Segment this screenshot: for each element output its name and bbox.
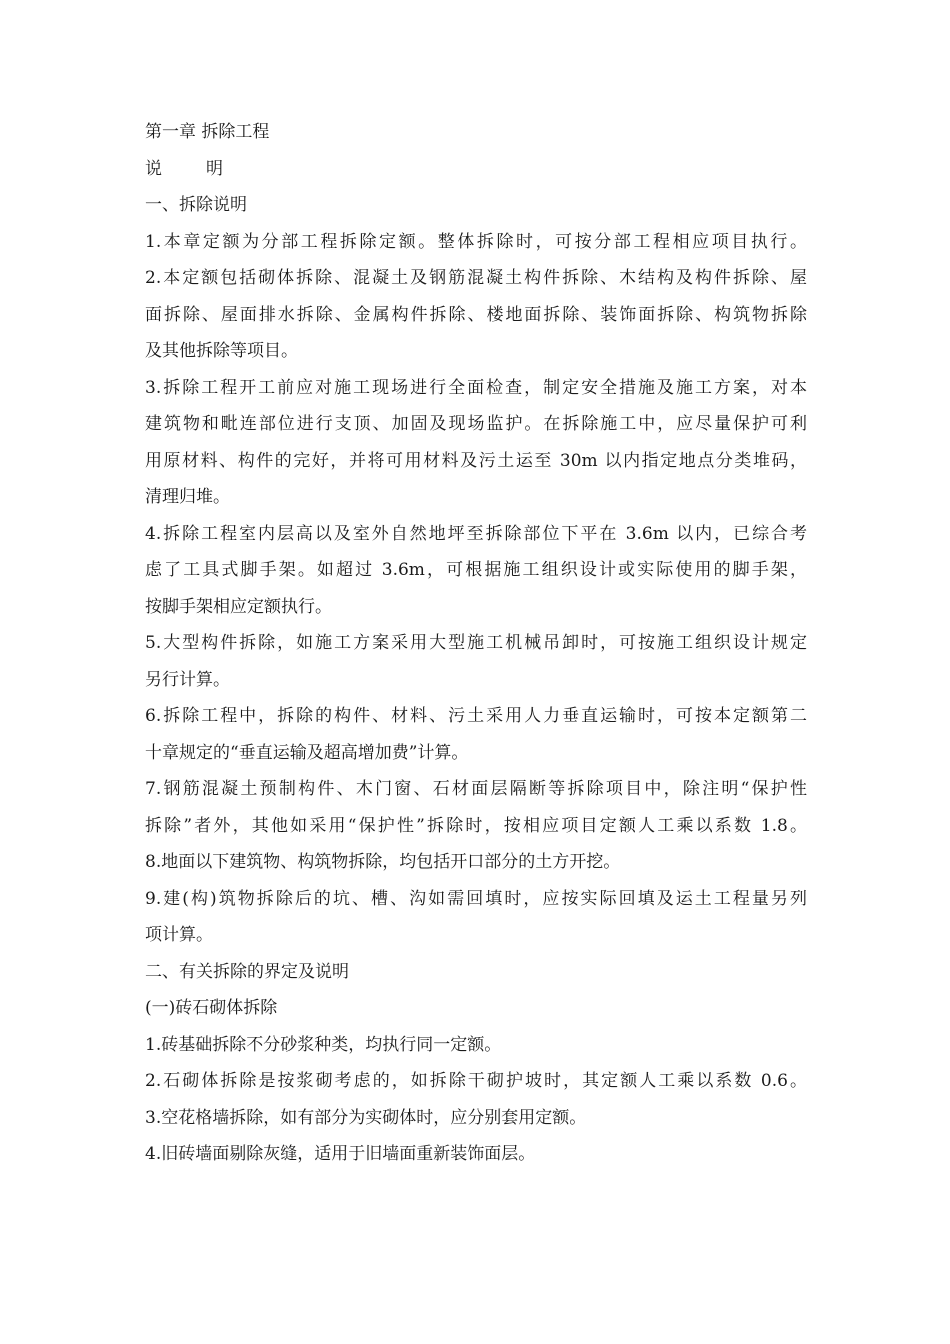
text-line: 9.建(构)筑物拆除后的坑、槽、沟如需回填时，应按实际回填及运土工程量另列	[145, 888, 807, 909]
document-body	[145, 114, 813, 1173]
section-heading-char-1: 说	[145, 158, 162, 179]
text-line: 5.大型构件拆除，如施工方案采用大型施工机械吊卸时，可按施工组织设计规定	[145, 633, 807, 653]
section-heading	[145, 151, 813, 188]
text-line: 建筑物和毗连部位进行支顶、加固及现场监护。在拆除施工中，应尽量保护可利	[145, 414, 807, 434]
text-line: 7.钢筋混凝土预制构件、木门窗、石材面层隔断等拆除项目中，除注明“保护性	[145, 779, 807, 799]
text-line: 拆除”者外，其他如采用“保护性”拆除时，按相应项目定额人工乘以系数 1.8。	[145, 815, 807, 836]
text-line: 十章规定的“垂直运输及超高增加费”计算。	[145, 742, 469, 763]
text-line: 另行计算。	[145, 669, 230, 690]
text-line: 4.拆除工程室内层高以及室外自然地坪至拆除部位下平在 3.6m 以内，已综合考	[145, 523, 807, 544]
text-line: 3.拆除工程开工前应对施工现场进行全面检查，制定安全措施及施工方案，对本	[145, 377, 807, 398]
text-line: 6.拆除工程中，拆除的构件、材料、污土采用人力垂直运输时，可按本定额第二	[145, 706, 807, 726]
text-line: 及其他拆除等项目。	[145, 341, 298, 361]
text-line: (一)砖石砌体拆除	[145, 998, 278, 1018]
text-line: 8.地面以下建筑物、构筑物拆除，均包括开口部分的土方开挖。	[145, 852, 621, 872]
text-line: 4.旧砖墙面剔除灰缝，适用于旧墙面重新装饰面层。	[145, 1144, 536, 1164]
text-line: 面拆除、屋面排水拆除、金属构件拆除、楼地面拆除、装饰面拆除、构筑物拆除	[145, 304, 807, 325]
text-line: 1.本章定额为分部工程拆除定额。整体拆除时，可按分部工程相应项目执行。	[145, 231, 807, 252]
text-line: 项计算。	[145, 925, 213, 945]
text-line: 2.本定额包括砌体拆除、混凝土及钢筋混凝土构件拆除、木结构及构件拆除、屋	[145, 268, 807, 288]
section-heading-char-2: 明	[206, 158, 223, 179]
text-line: 二、有关拆除的界定及说明	[145, 961, 349, 982]
chapter-title: 第一章 拆除工程	[145, 122, 270, 142]
text-line: 1.砖基础拆除不分砂浆种类，均执行同一定额。	[145, 1034, 502, 1055]
text-line: 按脚手架相应定额执行。	[145, 596, 332, 617]
text-line: 虑了工具式脚手架。如超过 3.6m，可根据施工组织设计或实际使用的脚手架，	[145, 560, 807, 580]
paragraph-lines	[145, 224, 813, 1173]
text-line: 清理归堆。	[145, 487, 230, 507]
part1-heading: 一、拆除说明	[145, 195, 247, 215]
text-line: 用原材料、构件的完好，并将可用材料及污土运至 30m 以内指定地点分类堆码，	[145, 450, 807, 471]
text-line: 2.石砌体拆除是按浆砌考虑的，如拆除干砌护坡时，其定额人工乘以系数 0.6。	[145, 1071, 807, 1091]
text-line: 3.空花格墙拆除，如有部分为实砌体时，应分别套用定额。	[145, 1107, 587, 1128]
